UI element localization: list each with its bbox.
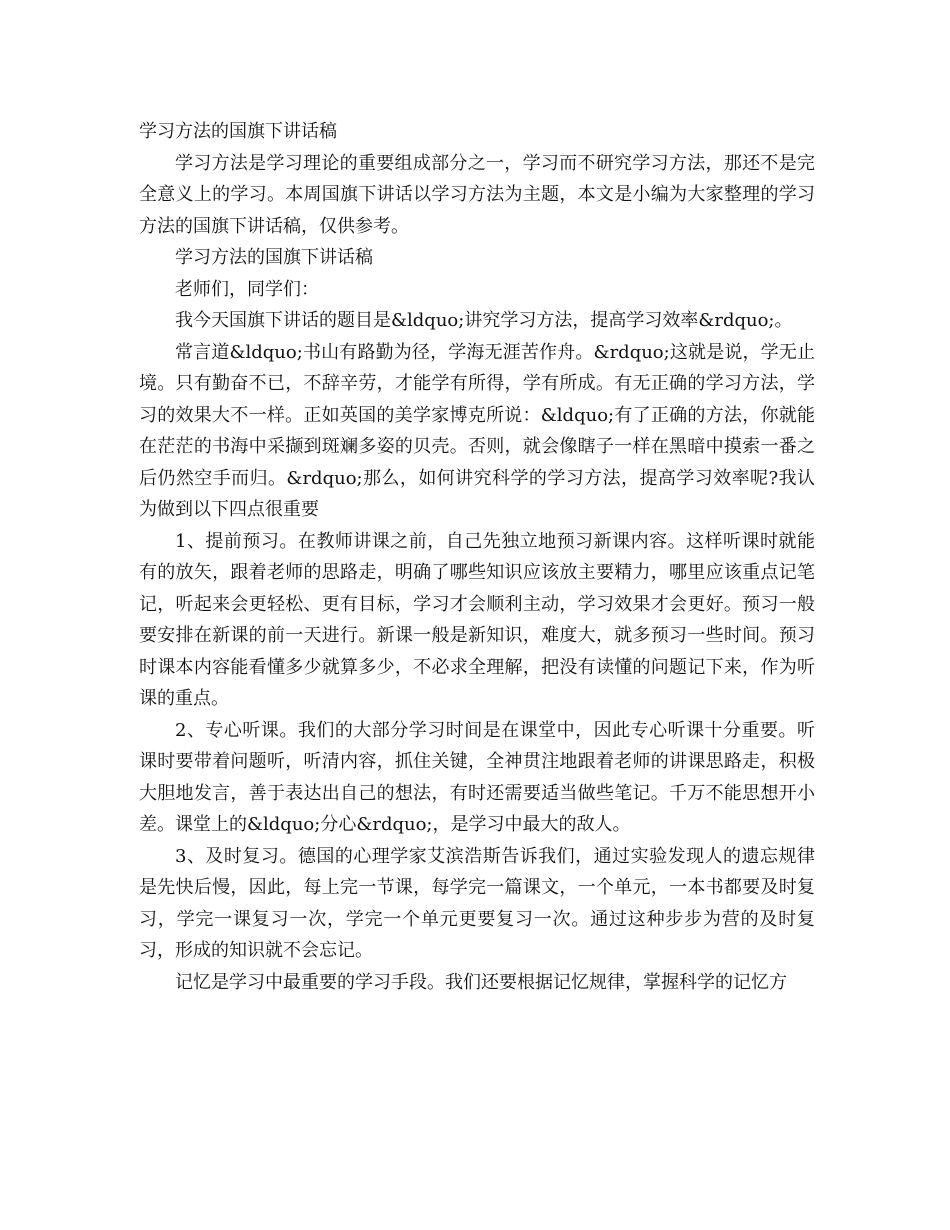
paragraph-point-1: 1、提前预习。在教师讲课之前，自己先独立地预习新课内容。这样听课时就能有的放矢，跟着老师的思路走，明确了哪些知识应该放主要精力，哪里应该重点记笔记，听起来会更轻松、更有目标，学习才会顺利主动，学习效果才会更好。预习一般要安排在新课的前一天进行。新课一般是新知识，难度大，就多预习一些时间。预习时课本内容能看懂多少就算多少，不必求全理解，把没有读懂的问题记下来，作为听课的重点。	[139, 530, 815, 709]
paragraph-subtitle: 学习方法的国旗下讲话稿	[175, 247, 373, 268]
paragraph-memory: 记忆是学习中最重要的学习手段。我们还要根据记忆规律，掌握科学的记忆方	[175, 971, 787, 993]
document-body	[139, 116, 815, 998]
paragraph-saying: 常言道&ldquo;书山有路勤为径，学海无涯苦作舟。&rdquo;这就是说，学无止境。只有勤奋不已，不辞辛劳，才能学有所得，学有所成。有无正确的学习方法，学习的效果大不一样。正如英国的美学家博克所说：&ldquo;有了正确的方法，你就能在茫茫的书海中采撷到斑斓多姿的贝壳。否则，就会像瞎子一样在黑暗中摸索一番之后仍然空手而归。&rdquo;那么，如何讲究科学的学习方法，提高学习效率呢?我认为做到以下四点很重要	[139, 341, 815, 520]
paragraph-greeting: 老师们，同学们：	[175, 278, 319, 300]
document-title: 学习方法的国旗下讲话稿	[139, 121, 337, 142]
paragraph-point-3: 3、及时复习。德国的心理学家艾滨浩斯告诉我们，通过实验发现人的遗忘规律是先快后慢，因此，每上完一节课，每学完一篇课文，一个单元，一本书都要及时复习，学完一课复习一次，学完一个单元更要复习一次。通过这种步步为营的及时复习，形成的知识就不会忘记。	[139, 845, 815, 961]
paragraph-intro: 学习方法是学习理论的重要组成部分之一，学习而不研究学习方法，那还不是完全意义上的学习。本周国旗下讲话以学习方法为主题，本文是小编为大家整理的学习方法的国旗下讲话稿，仅供参考。	[139, 152, 815, 237]
paragraph-point-2: 2、专心听课。我们的大部分学习时间是在课堂中，因此专心听课十分重要。听课时要带着问题听，听清内容，抓住关键，全神贯注地跟着老师的讲课思路走，积极大胆地发言，善于表达出自己的想法，有时还需要适当做些笔记。千万不能思想开小差。课堂上的&ldquo;分心&rdquo;，是学习中最大的敌人。	[139, 719, 815, 835]
paragraph-topic: 我今天国旗下讲话的题目是&ldquo;讲究学习方法，提高学习效率&rdquo;。	[175, 310, 793, 331]
